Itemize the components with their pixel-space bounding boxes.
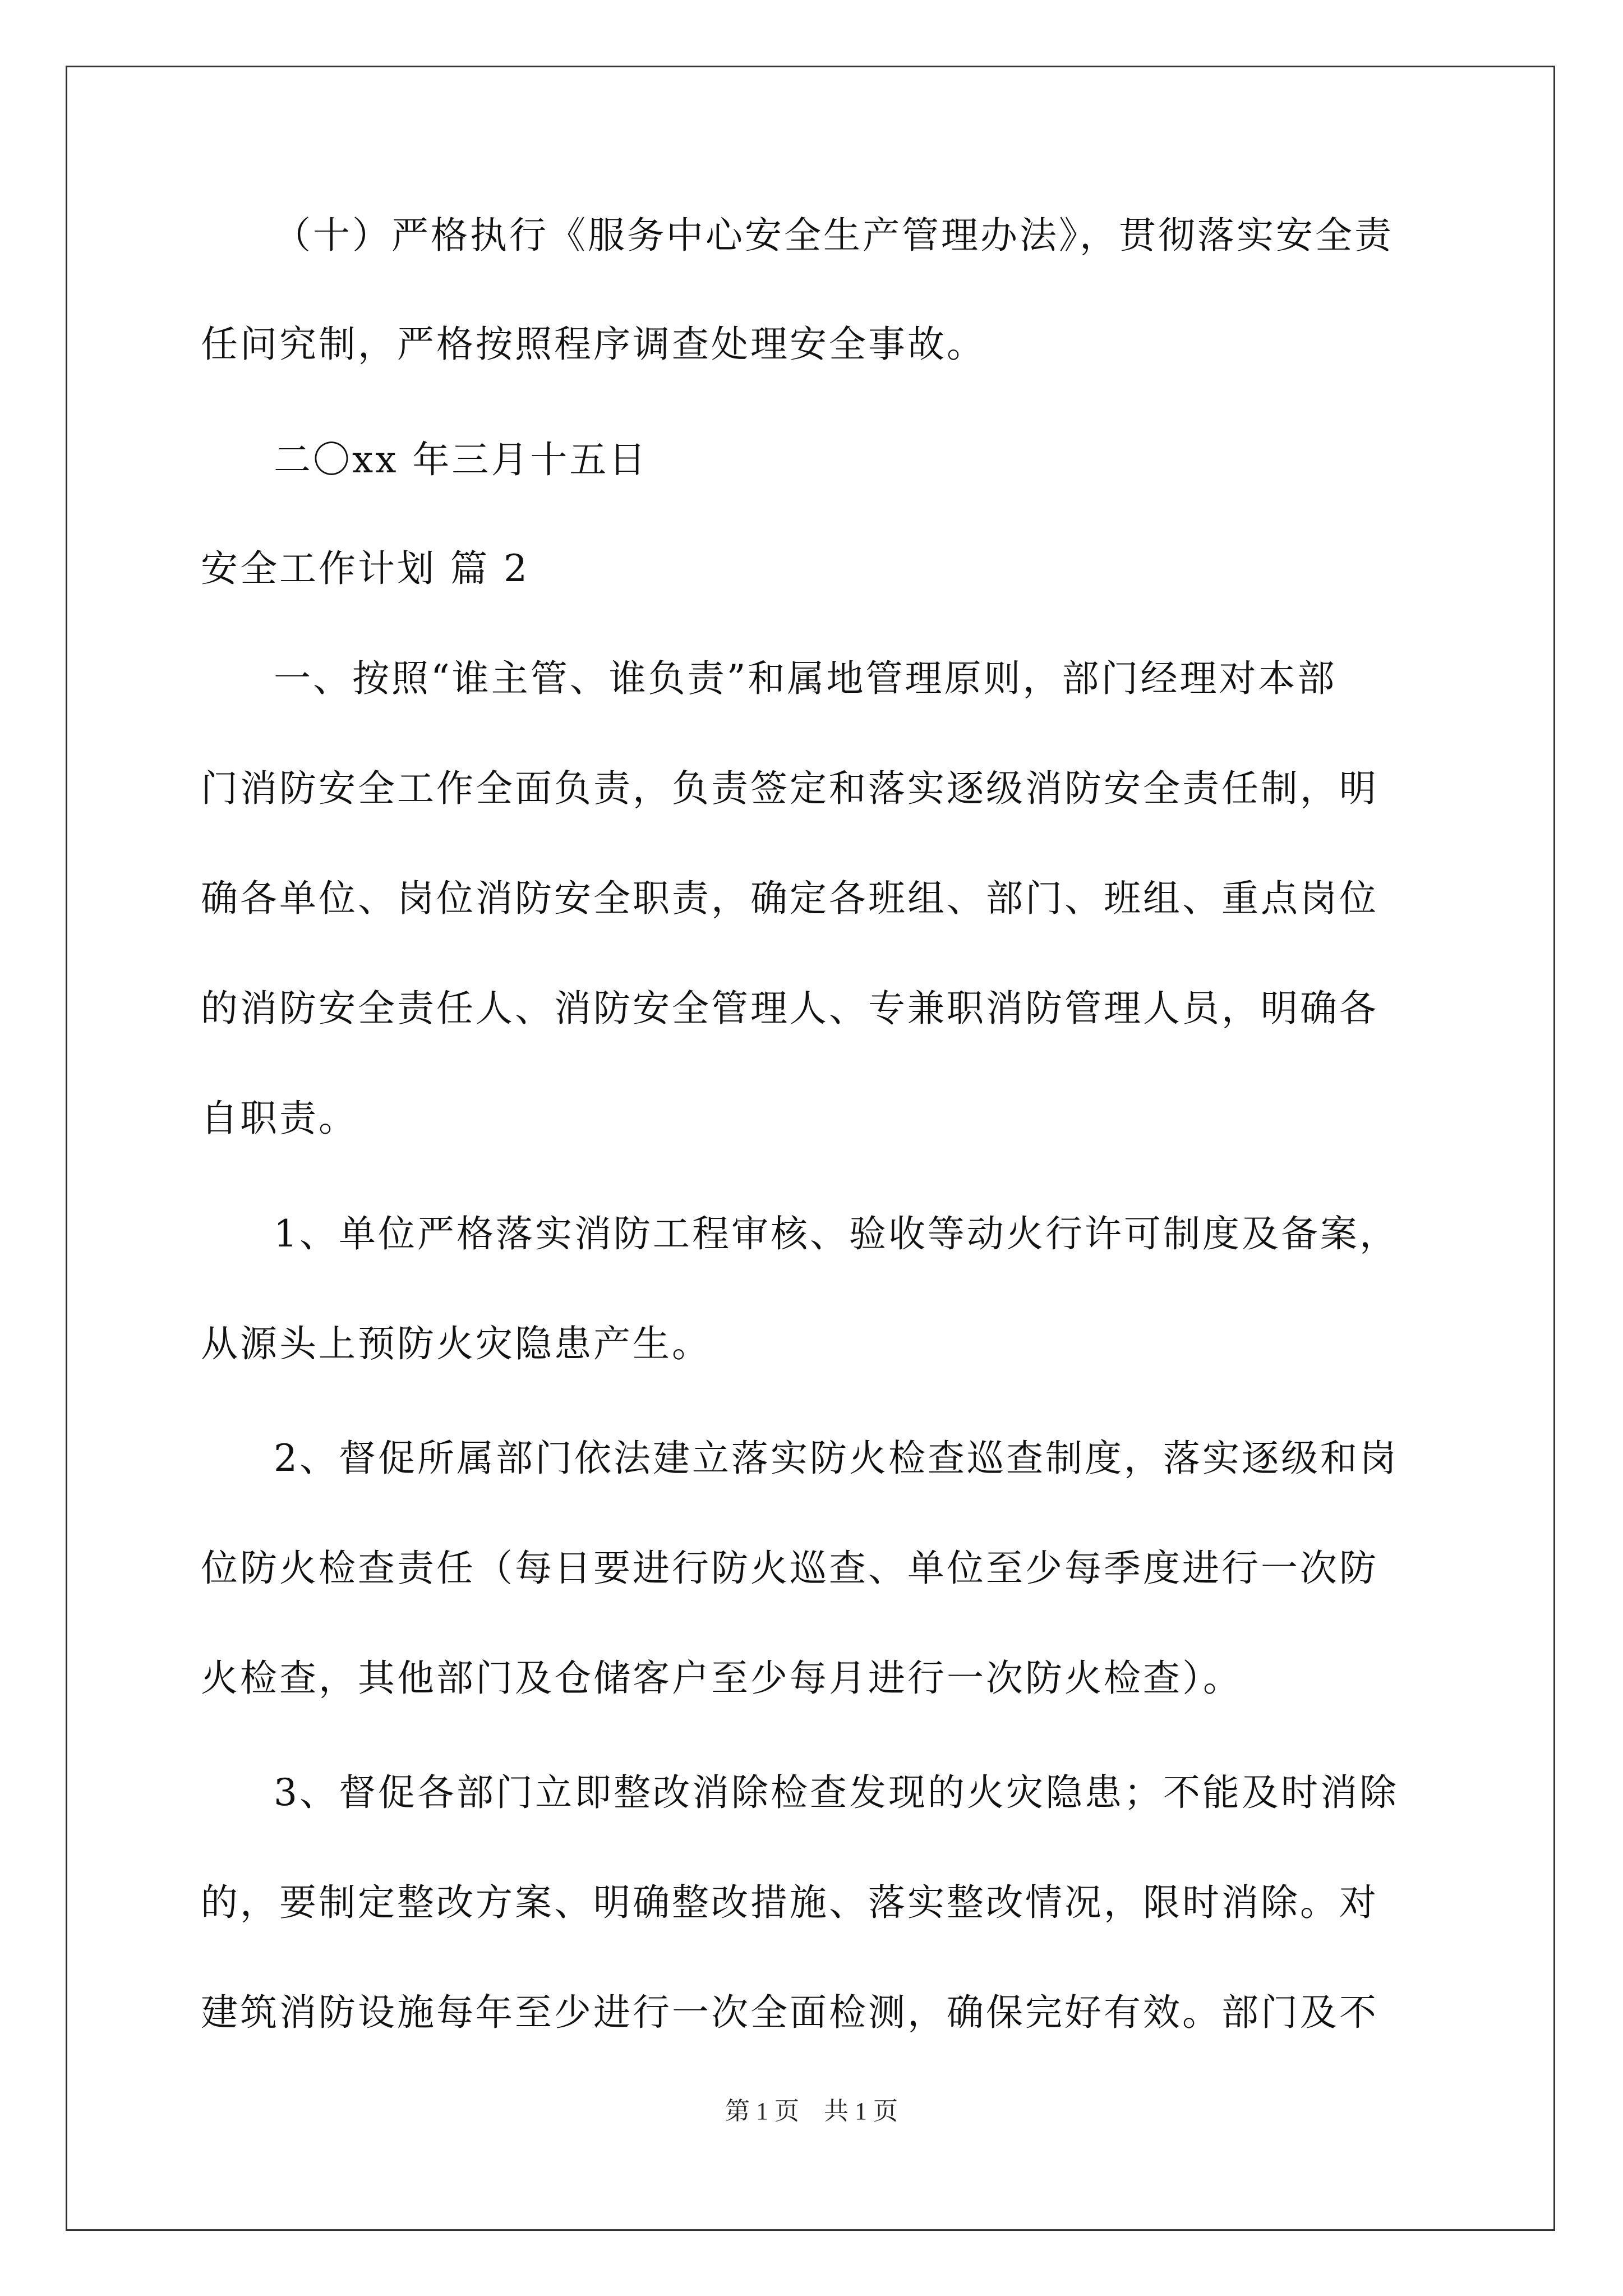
paragraph-line: 门消防安全工作全面负责，负责签定和落实逐级消防安全责任制，明 (201, 767, 1378, 810)
paragraph-line: 自职责。 (201, 1097, 358, 1140)
paragraph-line: 3、督促各部门立即整改消除检查发现的火灾隐患；不能及时消除 (274, 1771, 1399, 1814)
paragraph-line: 建筑消防设施每年至少进行一次全面检测，确保完好有效。部门及不 (201, 1991, 1378, 2034)
paragraph-line: 确各单位、岗位消防安全职责，确定各班组、部门、班组、重点岗位 (201, 877, 1378, 920)
paragraph-line: 一、按照“谁主管、谁负责”和属地管理原则，部门经理对本部 (274, 657, 1337, 700)
paragraph-line: 任问究制，严格按照程序调查处理安全事故。 (201, 323, 986, 366)
paragraph-line: （十）严格执行《服务中心安全生产管理办法》，贯彻落实安全责 (274, 214, 1394, 257)
date-line: 二〇xx 年三月十五日 (274, 438, 648, 481)
paragraph-line: 的，要制定整改方案、明确整改措施、落实整改情况，限时消除。对 (201, 1881, 1378, 1924)
paragraph-line: 2、督促所属部门依法建立落实防火检查巡查制度，落实逐级和岗 (274, 1437, 1399, 1480)
paragraph-line: 火检查，其他部门及仓储客户至少每月进行一次防火检查）。 (201, 1657, 1242, 1700)
page-footer: 第 1 页 共 1 页 (725, 2097, 898, 2125)
paragraph-line: 的消防安全责任人、消防安全管理人、专兼职消防管理人员，明确各 (201, 987, 1378, 1030)
paragraph-line: 1、单位严格落实消防工程审核、验收等动火行许可制度及备案， (274, 1212, 1399, 1255)
paragraph-line: 位防火检查责任（每日要进行防火巡查、单位至少每季度进行一次防 (201, 1547, 1378, 1590)
paragraph-line: 从源头上预防火灾隐患产生。 (201, 1322, 711, 1365)
section-heading: 安全工作计划 篇 2 (201, 547, 529, 590)
